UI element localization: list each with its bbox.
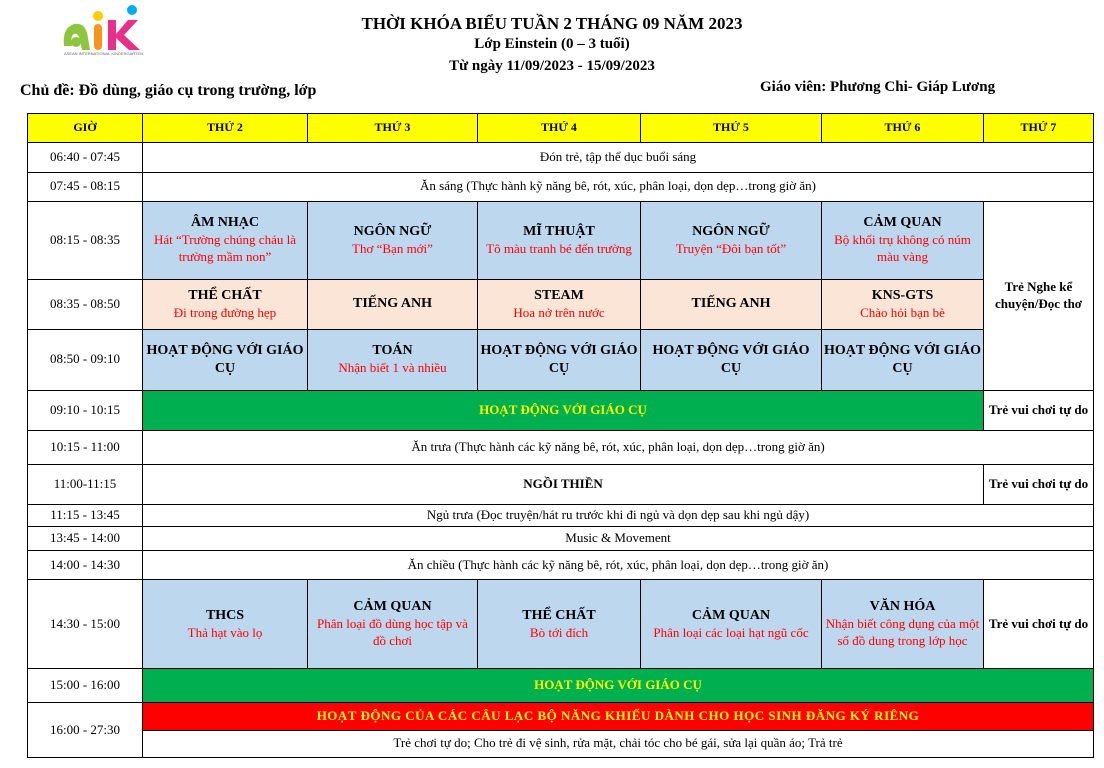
lesson-subject: VĂN HÓA (869, 599, 936, 615)
activity-cell: Ăn trưa (Thực hành các kỹ năng bê, rót, xúc, phân loại, dọn dẹp…trong giờ ăn) (143, 430, 1094, 464)
activity-banner: HOẠT ĐỘNG VỚI GIÁO CỤ (143, 390, 984, 430)
time-cell: 16:00 - 27:30 (28, 703, 143, 758)
lesson-cell-mon (143, 279, 308, 329)
activity-cell: Trẻ chơi tự do; Cho trẻ đi vệ sinh, rửa mặt, chải tóc cho bé gái, sửa lại quần áo; Trả trẻ (143, 730, 1094, 757)
time-cell: 11:15 - 13:45 (28, 504, 143, 526)
clubs-banner: HOẠT ĐỘNG CỦA CÁC CÂU LẠC BỘ NĂNG KHIẾU DÀNH CHO HỌC SINH ĐĂNG KÝ RIÊNG (143, 703, 1094, 730)
time-cell: 08:35 - 08:50 (28, 279, 143, 329)
lesson-cell-thu (641, 279, 822, 329)
header-row (28, 114, 1094, 143)
lesson-cell-mon (143, 329, 308, 390)
lesson-subject: HOẠT ĐỘNG VỚI GIÁO CỤ (146, 342, 304, 376)
teacher-label: Giáo viên: Phương Chi- Giáp Lương (760, 79, 996, 95)
lesson-subject: TIẾNG ANH (353, 296, 432, 312)
activity-cell: Music & Movement (143, 526, 1094, 550)
table-row (28, 465, 1094, 504)
table-row (28, 703, 1094, 730)
time-cell: 10:15 - 11:00 (28, 430, 143, 464)
lesson-detail: Thả hạt vào lọ (187, 624, 263, 640)
col-header-tue: THỨ 3 (308, 114, 478, 143)
lesson-detail: Đi trong đường hẹp (173, 304, 277, 320)
lesson-subject: HOẠT ĐỘNG VỚI GIÁO CỤ (824, 342, 982, 376)
lesson-detail: Hát “Trường chúng cháu là trường mầm non” (154, 232, 296, 265)
lesson-subject: CẢM QUAN (691, 607, 771, 623)
lesson-detail: Chào hỏi bạn bè (860, 304, 945, 320)
col-header-time: GIỜ (28, 114, 143, 143)
lesson-subject: ÂM NHẠC (190, 215, 260, 231)
table-row (28, 279, 1094, 329)
table-row (28, 551, 1094, 580)
table-row (28, 201, 1094, 279)
lesson-subject: TIẾNG ANH (691, 296, 771, 312)
activity-cell: NGỒI THIỀN (143, 465, 984, 504)
table-row (28, 504, 1094, 526)
lesson-subject: THỂ CHẤT (188, 287, 262, 303)
lesson-cell-thu (641, 201, 822, 279)
lesson-detail: Hoa nở trên nước (513, 304, 605, 320)
lesson-detail: Bò tới đích (529, 624, 589, 640)
time-cell: 15:00 - 16:00 (28, 669, 143, 703)
lesson-subject: HOẠT ĐỘNG VỚI GIÁO CỤ (652, 342, 810, 376)
lesson-cell-thu (641, 329, 822, 390)
lesson-subject: THỂ CHẤT (522, 607, 596, 623)
lesson-detail: Bộ khối trụ không có núm màu vàng (834, 232, 971, 265)
lesson-detail: Phân loại đồ dùng học tập và đồ chơi (317, 616, 468, 649)
lesson-cell-mon (143, 580, 308, 669)
table-row (28, 390, 1094, 430)
lesson-cell-fri (822, 580, 984, 669)
logo-text-top: ASEAN INTERNATIONAL KINDERGARTEN (64, 51, 144, 56)
col-header-mon: THỨ 2 (143, 114, 308, 143)
lesson-subject: STEAM (534, 287, 584, 303)
time-cell: 07:45 - 08:15 (28, 172, 143, 201)
table-row (28, 172, 1094, 201)
col-header-wed: THỨ 4 (478, 114, 641, 143)
lesson-subject: CẢM QUAN (353, 599, 432, 615)
page-title: THỜI KHÓA BIỂU TUẦN 2 THÁNG 09 NĂM 2023 (361, 14, 743, 33)
table-row (28, 329, 1094, 390)
lesson-detail: Nhận biết công dụng của một số đồ dung trong lớp học (825, 616, 980, 649)
time-cell: 06:40 - 07:45 (28, 143, 143, 172)
saturday-cell: Trẻ Nghe kể chuyện/Đọc thơ (984, 201, 1094, 390)
lesson-subject: KNS-GTS (871, 287, 934, 303)
col-header-fri: THỨ 6 (822, 114, 984, 143)
saturday-cell: Trẻ vui chơi tự do (984, 465, 1094, 504)
col-header-thu: THỨ 5 (641, 114, 822, 143)
lesson-subject: CẢM QUAN (863, 215, 942, 231)
table-row (28, 669, 1094, 703)
lesson-cell-tue (308, 580, 478, 669)
lesson-cell-wed (478, 201, 641, 279)
time-cell: 08:15 - 08:35 (28, 201, 143, 279)
time-cell: 14:00 - 14:30 (28, 551, 143, 580)
activity-cell: Ăn sáng (Thực hành kỹ năng bê, rót, xúc, phân loại, dọn dẹp…trong giờ ăn) (143, 172, 1094, 201)
lesson-subject: NGÔN NGỮ (353, 223, 432, 239)
time-cell: 14:30 - 15:00 (28, 580, 143, 669)
lesson-cell-fri (822, 329, 984, 390)
lesson-subject: NGÔN NGỮ (692, 223, 770, 239)
activity-banner: HOẠT ĐỘNG VỚI GIÁO CỤ (143, 669, 1094, 703)
topic-label: Chủ đề: Đồ dùng, giáo cụ trong trường, lớp (20, 82, 317, 99)
activity-cell: Ăn chiều (Thực hành các kỹ năng bê, rót, xúc, phân loại, dọn dẹp…trong giờ ăn) (143, 551, 1094, 580)
activity-cell: Đón trẻ, tập thể dục buổi sáng (143, 143, 1094, 172)
date-range: Từ ngày 11/09/2023 - 15/09/2023 (449, 58, 655, 74)
lesson-detail: Tô màu tranh bé đến trường (486, 240, 632, 256)
lesson-cell-wed (478, 329, 641, 390)
class-name: Lớp Einstein (0 – 3 tuổi) (474, 36, 630, 52)
saturday-cell: Trẻ vui chơi tự do (984, 580, 1094, 669)
table-row (28, 430, 1094, 464)
lesson-cell-tue (308, 201, 478, 279)
table-row (28, 143, 1094, 172)
table-row (28, 580, 1094, 669)
lesson-cell-wed (478, 279, 641, 329)
lesson-cell-tue (308, 279, 478, 329)
lesson-cell-wed (478, 580, 641, 669)
table-row (28, 730, 1094, 757)
lesson-subject: HOẠT ĐỘNG VỚI GIÁO CỤ (480, 342, 638, 376)
lesson-subject: TOÁN (372, 343, 413, 359)
lesson-detail: Nhận biết 1 và nhiều (338, 360, 447, 376)
table-row (28, 526, 1094, 550)
lesson-detail: Phân loại các loại hạt ngũ cốc (653, 624, 809, 640)
schedule-table (27, 113, 1094, 758)
time-cell: 09:10 - 10:15 (28, 390, 143, 430)
col-header-sat: THỨ 7 (984, 114, 1094, 143)
lesson-cell-fri (822, 201, 984, 279)
time-cell: 11:00-11:15 (28, 465, 143, 504)
lesson-detail: Truyện “Đôi bạn tốt” (675, 240, 787, 256)
lesson-cell-thu (641, 580, 822, 669)
activity-cell: Ngủ trưa (Đọc truyện/hát ru trước khi đi ngủ và dọn dẹp sau khi ngủ dậy) (143, 504, 1094, 526)
lesson-cell-fri (822, 279, 984, 329)
lesson-cell-mon (143, 201, 308, 279)
lesson-subject: MĨ THUẬT (523, 223, 595, 239)
time-cell: 08:50 - 09:10 (28, 329, 143, 390)
saturday-cell: Trẻ vui chơi tự do (984, 390, 1094, 430)
time-cell: 13:45 - 14:00 (28, 526, 143, 550)
lesson-detail: Thơ “Bạn mới” (352, 240, 433, 256)
lesson-cell-tue (308, 329, 478, 390)
lesson-subject: THCS (205, 607, 245, 623)
